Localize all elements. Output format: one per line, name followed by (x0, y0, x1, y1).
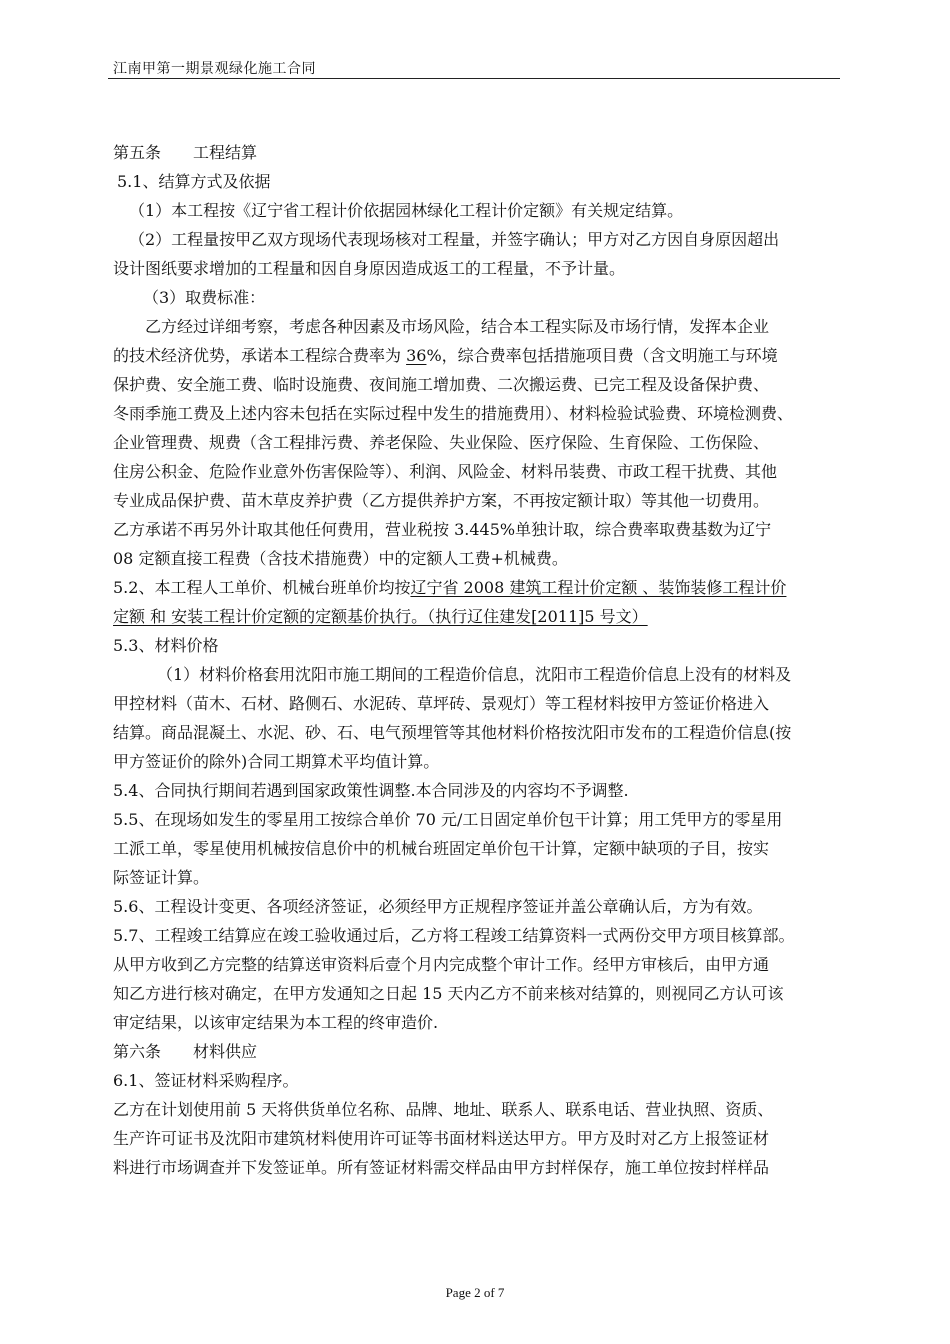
line-text: 08 定额直接工程费（含技术措施费）中的定额人工费+机械费。 (113, 549, 568, 568)
text-line (113, 428, 839, 457)
text-line (113, 1095, 839, 1124)
text-line (113, 544, 839, 573)
line-text: 工派工单，零星使用机械按信息价中的机械台班固定单价包干计算，定额中缺项的子目，按实 (113, 839, 770, 858)
line-text: 际签证计算。 (113, 868, 210, 887)
line-text: 5.5、在现场如发生的零星用工按综合单价 70 元/工日固定单价包干计算；用工凭甲方的零星用 (113, 810, 783, 829)
line-text: 专业成品保护费、苗木草皮养护费（乙方提供养护方案，不再按定额计取）等其他一切费用。 (113, 491, 770, 510)
line-text: 第六条 材料供应 (113, 1042, 258, 1061)
text-line (113, 950, 839, 979)
text-line (113, 515, 839, 544)
text-line (113, 341, 839, 370)
text-line (113, 1008, 839, 1037)
line-text: 企业管理费、规费（含工程排污费、养老保险、失业保险、医疗保险、生育保险、工伤保险、 (113, 433, 770, 452)
text-line (113, 892, 839, 921)
line-text: 5.3、材料价格 (113, 636, 219, 655)
line-text: 乙方经过详细考察，考虑各种因素及市场风险，结合本工程实际及市场行情，发挥本企业 (145, 317, 770, 336)
text-line (113, 283, 839, 312)
text-line (113, 602, 839, 631)
text-line (113, 805, 839, 834)
document-body (113, 138, 839, 1182)
line-text-rest: %，综合费率包括措施项目费（含文明施工与环境 (426, 346, 778, 365)
line-text: 5.6、工程设计变更、各项经济签证，必须经甲方正规程序签证并盖公章确认后，方为有效。 (113, 897, 763, 916)
line-text: （1）本工程按《辽宁省工程计价依据园林绿化工程计价定额》有关规定结算。 (129, 201, 684, 220)
text-line (113, 486, 839, 515)
text-line (113, 863, 839, 892)
text-line (113, 1124, 839, 1153)
line-text: 从甲方收到乙方完整的结算送审资料后壹个月内完成整个审计工作。经甲方审核后，由甲方通 (113, 955, 770, 974)
text-line (113, 776, 839, 805)
text-line (113, 370, 839, 399)
text-line (113, 660, 839, 689)
line-text: 审定结果，以该审定结果为本工程的终审造价. (113, 1013, 439, 1032)
text-line (113, 921, 839, 950)
text-line (113, 167, 839, 196)
line-text: （2）工程量按甲乙双方现场代表现场核对工程量，并签字确认；甲方对乙方因自身原因超出 (129, 230, 780, 249)
page-number: Page 2 of 7 (445, 1285, 505, 1300)
text-line (113, 138, 839, 167)
line-text: 5.7、工程竣工结算应在竣工验收通过后，乙方将工程竣工结算资料一式两份交甲方项目核算部。 (113, 926, 795, 945)
underlined-text: 辽宁省 2008 建筑工程计价定额 、装饰装修工程计价 (410, 578, 787, 597)
line-text: 结算。商品混凝土、水泥、砂、石、电气预埋管等其他材料价格按沈阳市发布的工程造价信息(按 (113, 723, 792, 742)
document-header-title: 江南甲第一期景观绿化施工合同 (113, 61, 316, 77)
line-text: 5.1、结算方式及依据 (117, 172, 271, 191)
text-line (113, 718, 839, 747)
line-text: 住房公积金、危险作业意外伤害保险等）、利润、风险金、材料吊装费、市政工程干扰费、其他 (113, 462, 778, 481)
text-line (113, 689, 839, 718)
text-line (113, 573, 839, 602)
line-text: 保护费、安全施工费、临时设施费、夜间施工增加费、二次搬运费、已完工程及设备保护费、 (113, 375, 770, 394)
line-text: （1）材料价格套用沈阳市施工期间的工程造价信息，沈阳市工程造价信息上没有的材料及 (157, 665, 792, 684)
line-text: 第五条 工程结算 (113, 143, 258, 162)
line-text: 乙方在计划使用前 5 天将供货单位名称、品牌、地址、联系人、联系电话、营业执照、资质、 (113, 1100, 774, 1119)
text-line (113, 312, 839, 341)
text-line (113, 254, 839, 283)
text-line (113, 457, 839, 486)
line-text: 的技术经济优势，承诺本工程综合费率为 (113, 346, 407, 365)
text-line (113, 1153, 839, 1182)
underlined-text: 36 (406, 346, 427, 365)
line-text: 知乙方进行核对确定，在甲方发通知之日起 15 天内乙方不前来核对结算的，则视同乙方认可该 (113, 984, 784, 1003)
underlined-text: 定额 和 安装工程计价定额的定额基价执行。（执行辽住建发[2011]5 号文） (113, 607, 648, 626)
text-line (113, 979, 839, 1008)
text-line (113, 1066, 839, 1095)
line-text: （3）取费标准： (143, 288, 266, 307)
text-line (113, 747, 839, 776)
line-text: 6.1、签证材料采购程序。 (113, 1071, 299, 1090)
line-text: 设计图纸要求增加的工程量和因自身原因造成返工的工程量，不予计量。 (113, 259, 626, 278)
text-line (113, 1037, 839, 1066)
line-text: 甲控材料（苗木、石材、路侧石、水泥砖、草坪砖、景观灯）等工程材料按甲方签证价格进入 (113, 694, 770, 713)
text-line (113, 196, 839, 225)
text-line (113, 399, 839, 428)
line-text: 冬雨季施工费及上述内容未包括在实际过程中发生的措施费用）、材料检验试验费、环境检测费、 (113, 404, 794, 423)
line-text: 料进行市场调查并下发签证单。所有签证材料需交样品由甲方封样保存，施工单位按封样样品 (113, 1158, 770, 1177)
text-line (113, 225, 839, 254)
header-divider (108, 78, 840, 79)
line-text: 5.2、本工程人工单价、机械台班单价均按 (113, 578, 411, 597)
line-text: 5.4、合同执行期间若遇到国家政策性调整.本合同涉及的内容均不予调整. (113, 781, 629, 800)
text-line (113, 834, 839, 863)
line-text: 生产许可证书及沈阳市建筑材料使用许可证等书面材料送达甲方。甲方及时对乙方上报签证材 (113, 1129, 770, 1148)
line-text: 甲方签证价的除外)合同工期算术平均值计算。 (113, 752, 440, 771)
line-text: 乙方承诺不再另外计取其他任何费用，营业税按 3.445%单独计取，综合费率取费基数为辽宁 (113, 520, 772, 539)
text-line (113, 631, 839, 660)
